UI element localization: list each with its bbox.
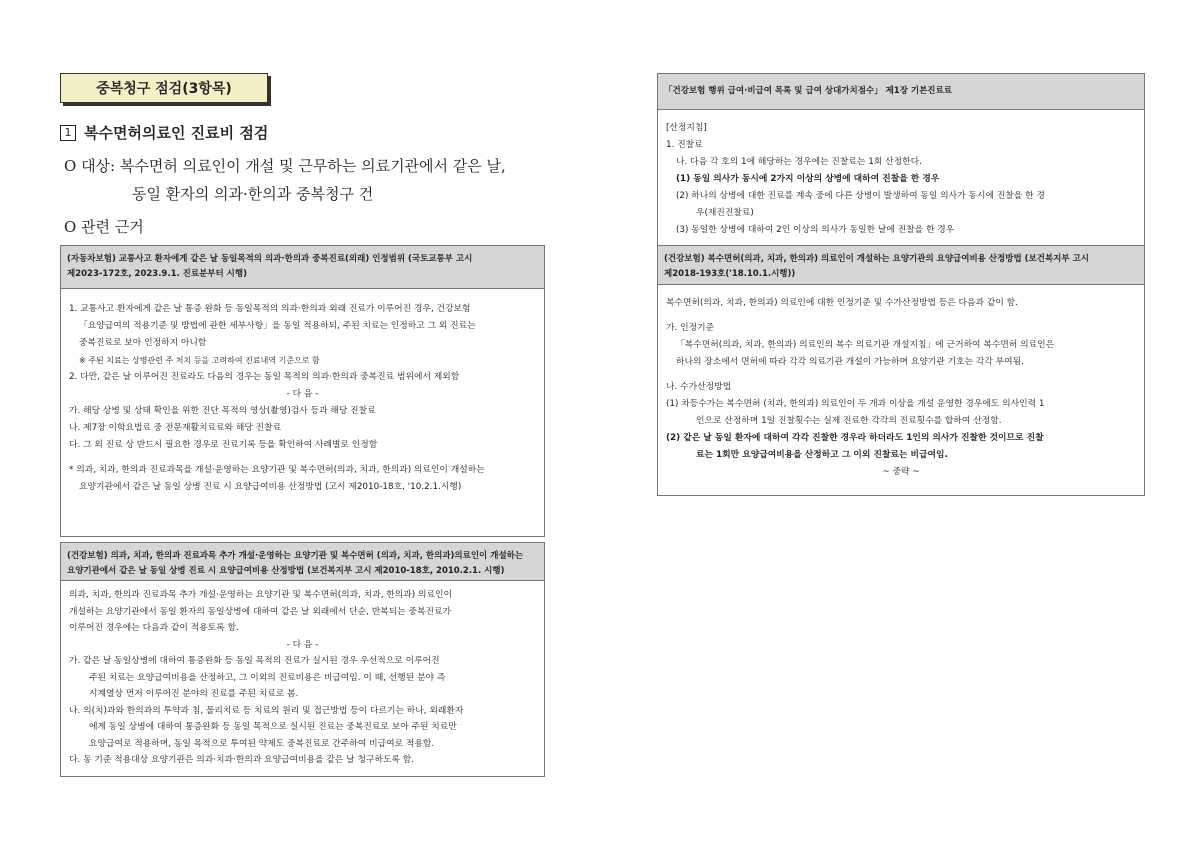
box-line: 하나의 장소에서 면허에 따라 각각 의료기관 개설이 가능하며 요양기관 기호는 각각 부여됨. <box>676 357 1024 367</box>
box-body <box>658 110 1144 245</box>
section-title-box <box>60 73 268 103</box>
box-line: 주된 치료는 요양급여비용을 산정하고, 그 이외의 진료비용은 비급여임. 이 때, 선행된 분야 즉 <box>89 672 446 683</box>
box-header <box>658 74 1144 110</box>
box-line: * 의과, 치과, 한의과 진료과목을 개설·운영하는 요양기관 및 복수면허(의과, 치과, 한의과) 의료인이 개설하는 <box>69 465 485 475</box>
box-header-line: 제2018-193호('18.10.1.시행)) <box>664 269 796 279</box>
section-heading-text: 복수면허의료인 진료비 점검 <box>84 124 269 142</box>
box-header <box>61 543 544 581</box>
box-line: ~ 중략 ~ <box>882 467 920 477</box>
box-line: 가. 인정기준 <box>666 323 715 333</box>
bullet-target <box>64 152 506 208</box>
box-line: 나. 의(치)과와 한의과의 투약과 침, 물리치료 등 치료의 원리 및 접근방법 등이 다르기는 하나, 외래환자 <box>69 705 464 716</box>
box-body <box>61 581 544 775</box>
box-line: 에게 동일 상병에 대하여 통증완화 등 동일 목적으로 실시된 진료는 중복진료로 보아 주된 치료만 <box>89 722 457 732</box>
box-line: 가. 같은 날 동일상병에 대하여 통증완화 등 동일 목적의 진료가 실시된 경우 우선적으로 이루어진 <box>69 656 440 666</box>
box-line: (2) 같은 날 동일 환자에 대하여 각각 진찰한 경우라 하더라도 1인의 의사가 진찰한 것이므로 진찰 <box>666 433 1044 443</box>
box-line: ※ 주된 치료는 상병관련 주 처치 등을 고려하여 진료내역 기준으로 함 <box>79 356 320 365</box>
box-line: 료는 1회만 요양급여비용을 산정하고 그 이외 진찰료는 비급여임. <box>696 450 948 460</box>
box-line: 「복수면허(의과, 치과, 한의과) 의료인의 복수 의료기관 개설지침」에 근거하여 복수면허 의료인은 <box>676 340 1055 350</box>
box-line: 나. 제7장 이학요법료 중 전문재활치료료와 해당 진찰료 <box>69 423 282 433</box>
section-heading <box>60 122 268 143</box>
box-body <box>61 289 544 502</box>
box-line: 1. 진찰료 <box>666 140 703 150</box>
box-line: 우(재진진찰료) <box>696 208 754 218</box>
box-header-line: 제2023-172호, 2023.9.1. 진료분부터 시행) <box>67 269 247 279</box>
box-header <box>658 245 1144 285</box>
box-line: (2) 하나의 상병에 대한 진료를 계속 중에 다른 상병이 발생하여 동일 의사가 동시에 진찰을 한 경 <box>676 191 1045 201</box>
box-line: 이루어진 경우에는 다음과 같이 적용토록 함. <box>69 623 239 633</box>
box-line: - 다 음 - <box>286 639 319 650</box>
box-line: (1) 동일 의사가 동시에 2가지 이상의 상병에 대하여 진찰을 한 경우 <box>676 174 940 184</box>
box-header <box>61 246 544 289</box>
box-line: - 다 음 - <box>286 389 319 399</box>
box-line: 가. 해당 상병 및 상태 확인을 위한 진단 목적의 영상(촬영)검사 등과 해당 진찰료 <box>69 406 376 416</box>
reference-box-auto-insurance <box>60 245 545 537</box>
box-line: 다. 동 기준 적용대상 요양기관은 의과·치과·한의과 요양급여비용을 같은 날 청구하도록 함. <box>69 755 415 765</box>
box-line: [산정지침] <box>666 123 707 133</box>
reference-box-health-insurance <box>60 542 545 777</box>
box-line: 시계열상 먼저 이루어진 분야의 진료를 주된 치료로 봄. <box>89 689 299 699</box>
bullet-target-label: O 대상: <box>64 157 116 175</box>
bullet-target-line2: 동일 환자의 의과·한의과 중복청구 건 <box>132 185 374 203</box>
box-line: 인으로 산정하며 1일 진찰횟수는 실제 진료한 각각의 진료횟수를 합하여 산정함. <box>696 416 1002 426</box>
box-line: (3) 동일한 상병에 대하여 2인 이상의 의사가 동일한 날에 진찰을 한 경우 <box>676 225 955 235</box>
box-line: 나. 수가산정방법 <box>666 382 732 392</box>
box-line: 「요양급여의 적용기준 및 방법에 관한 세부사항」을 동일 적용하되, 주된 치료는 인정하고 그 외 진료는 <box>79 321 476 331</box>
box-header-line: (건강보험) 의과, 치과, 한의과 진료과목 추가 개설·운영하는 요양기관 및 복수면허 (의과, 치과, 한의과)의료인이 개설하는 <box>67 551 524 561</box>
box-line: 2. 다만, 같은 날 이루어진 진료라도 다음의 경우는 동일 목적의 의과·한의과 중복진료 범위에서 제외함 <box>69 372 460 382</box>
box-body <box>658 285 1144 487</box>
box-line: 1. 교통사고 환자에게 같은 날 통증 완화 등 동일목적의 의과·한의과 외래 진료가 이루어진 경우, 건강보험 <box>69 304 471 314</box>
box-header-line: 요양기관에서 같은 날 동일 상병 진료 시 요양급여비용 산정방법 (보건복지부 고시 제2010-18호, 2010.2.1. 시행) <box>67 566 505 576</box>
box-line: 요양기관에서 같은 날 동일 상병 진료 시 요양급여비용 산정방법 (고시 제2010-18호, '10.2.1.시행) <box>79 482 462 492</box>
box-line: 나. 다음 각 호의 1에 해당하는 경우에는 진찰료는 1회 산정한다. <box>676 157 922 167</box>
box-line: 의과, 치과, 한의과 진료과목 추가 개설·운영하는 요양기관 및 복수면허(의과, 치과, 한의과) 의료인이 <box>69 590 453 600</box>
box-header-line: 「건강보험 행위 급여·비급여 목록 및 급여 상대가치점수」 제1장 기본진료료 <box>664 86 952 96</box>
reference-box-right <box>657 73 1145 496</box>
bullet-target-line1: 복수면허 의료인이 개설 및 근무하는 의료기관에서 같은 날, <box>119 157 506 175</box>
section-number-box: 1 <box>60 125 76 141</box>
box-header-line: (자동차보험) 교통사고 환자에게 같은 날 동일목적의 의과·한의과 중복진료(외래) 인정범위 (국토교통부 고시 <box>67 254 473 264</box>
box-header-line: (건강보험) 복수면허(의과, 치과, 한의과) 의료인이 개설하는 요양기관의 요양급여비용 산정방법 (보건복지부 고시 <box>664 254 1089 264</box>
box-line: 개설하는 요양기관에서 동일 환자의 동일상병에 대하여 같은 날 외래에서 단순, 반복되는 중복진료가 <box>69 606 451 617</box>
bullet-basis: O 관련 근거 <box>64 218 144 236</box>
box-line: 중복진료로 보아 인정하지 아니함 <box>79 338 207 348</box>
title-box-label: 중복청구 점검(3항목) <box>96 81 232 97</box>
box-line: (1) 차등수가는 복수면허 (치과, 한의과) 의료인이 두 개과 이상을 개설 운영한 경우에도 의사인력 1 <box>666 399 1045 409</box>
box-line: 복수면허(의과, 치과, 한의과) 의료인에 대한 인정기준 및 수가산정방법 등은 다음과 같이 함. <box>666 298 1018 308</box>
box-line: 요양급여로 적용하며, 동일 목적으로 투여된 약제도 중복진료로 간주하여 비급여로 적용함. <box>89 738 435 749</box>
box-line: 다. 그 외 진료 상 반드시 필요한 경우로 진료기록 등을 확인하여 사례별로 인정함 <box>69 440 378 450</box>
